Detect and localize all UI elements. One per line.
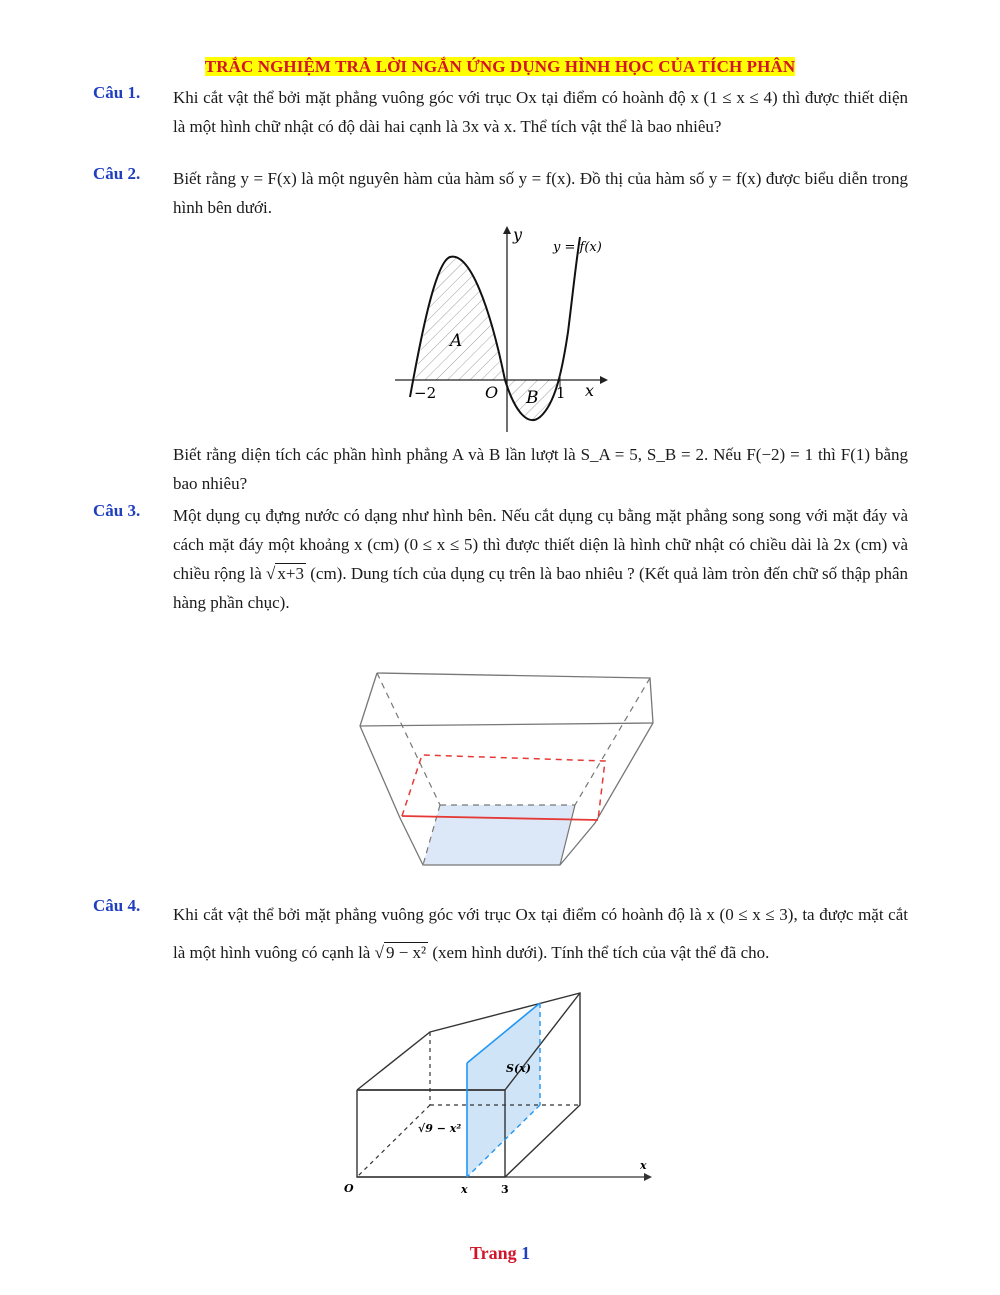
- question-3-label: Câu 3.: [93, 501, 141, 520]
- x-axis-label: x: [585, 381, 595, 400]
- y-axis-label: y: [513, 225, 523, 244]
- side-label: √9 − x²: [418, 1122, 462, 1135]
- question-1-label: Câu 1.: [93, 83, 141, 102]
- question-2-continued: [93, 440, 908, 498]
- question-2-text-2: Biết rằng diện tích các phần hình phẳng A và B lần lượt là S_A = 5, S_B = 2. Nếu F(−2) = 1 thì F(1) bằng bao nhiêu?: [173, 445, 908, 493]
- footer-page-number: 1: [521, 1243, 531, 1263]
- x-axis-label: x: [640, 1159, 647, 1172]
- region-a-shading: [415, 257, 505, 380]
- origin-label: O: [485, 383, 499, 402]
- question-3-sqrt: x+3: [277, 564, 304, 583]
- question-4-text-a: Khi cắt vật thể bởi mặt phẳng vuông góc với trục Ox tại điểm có hoành độ là x (0 ≤ x ≤ 3), ta được mặt cắt là một hình vuông có cạnh là: [173, 905, 908, 962]
- curve-label: y = f(x): [553, 240, 602, 255]
- footer-word: Trang: [469, 1243, 517, 1263]
- question-4-text-b: (xem hình dưới). Tính thể tích của vật thể đã cho.: [428, 943, 770, 962]
- question-2-label: Câu 2.: [93, 164, 141, 183]
- question-3: [93, 501, 908, 617]
- question-1-text: Khi cắt vật thể bởi mặt phẳng vuông góc với trục Ox tại điểm có hoành độ x (1 ≤ x ≤ 4) thì được thiết diện là một hình chữ nhật có độ dài hai cạnh là 3x và x. Thể tích vật thể là bao nhiêu?: [173, 88, 908, 136]
- question-4-text: Khi cắt vật thể bởi mặt phẳng vuông góc với trục Ox tại điểm có hoành độ là x (0 ≤ x ≤ 3), ta được mặt cắt là một hình vuông có cạnh là √ 9 − x² (xem hình dưới). Tính thể tích của vật thể đã cho.: [173, 905, 908, 962]
- page-title: [0, 57, 1000, 77]
- origin-label: O: [344, 1182, 354, 1195]
- three-tick-label: 3: [501, 1183, 509, 1196]
- question-4-label: Câu 4.: [93, 896, 141, 915]
- region-a-label: A: [450, 331, 463, 351]
- question-3-text: Một dụng cụ đựng nước có dạng như hình bên. Nếu cắt dụng cụ bằng mặt phẳng song song với mặt đáy và cách mặt đáy một khoảng x (cm) (0 ≤ x ≤ 5) thì được thiết diện là hình chữ nhật có chiều dài là 2x (cm) và chiều rộng là √ x+3 (cm). Dung tích của dụng cụ trên là bao nhiêu ? (Kết quả làm tròn đến chữ số thập phân hàng phần chục).: [173, 506, 908, 612]
- graph-figure: [390, 222, 620, 437]
- question-2-text: Biết rằng y = F(x) là một nguyên hàm của hàm số y = f(x). Đồ thị của hàm số y = f(x) được biểu diễn trong hình bên dưới.: [173, 169, 908, 217]
- page-footer: [0, 1243, 1000, 1264]
- question-3-text-a: Một dụng cụ đựng nước có dạng như hình bên. Nếu cắt dụng cụ bằng mặt phẳng song song với mặt đáy và cách mặt đáy một khoảng x (cm) (0 ≤ x ≤ 5) thì được thiết diện là hình chữ nhật có chiều dài là 2x (cm) và chiều rộng là: [173, 506, 908, 583]
- question-4: [93, 896, 908, 972]
- question-4-sqrt: 9 − x²: [385, 943, 427, 962]
- tick-1: 1: [556, 384, 566, 402]
- s-label: S(x): [506, 1062, 531, 1075]
- region-b-label: B: [526, 388, 539, 408]
- solid-figure: [330, 985, 670, 1200]
- question-1: [93, 83, 908, 141]
- tick-neg2: −2: [414, 384, 437, 402]
- container-figure: [355, 668, 665, 873]
- bottom-face: [423, 805, 575, 865]
- x-tick-label: x: [461, 1183, 468, 1196]
- question-3-text-b: (cm). Dung tích của dụng cụ trên là bao nhiêu ? (Kết quả làm tròn đến chữ số thập phân hàng phần chục).: [173, 564, 908, 612]
- question-2: [93, 164, 908, 222]
- title-text: TRẮC NGHIỆM TRẢ LỜI NGẮN ỨNG DỤNG HÌNH HỌC CỦA TÍCH PHÂN: [204, 57, 796, 76]
